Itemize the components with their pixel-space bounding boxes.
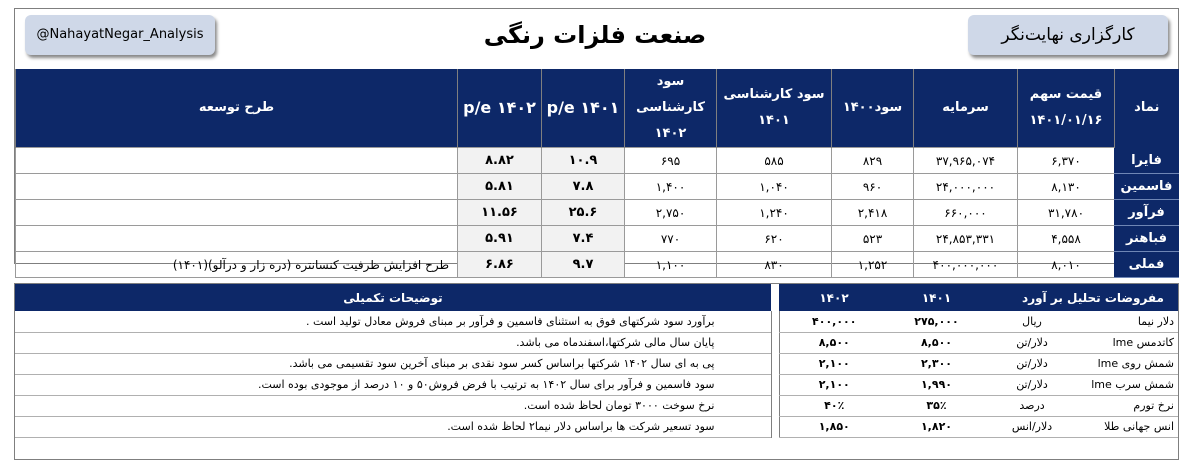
assumption-row: [15, 395, 1178, 416]
assumption-label: شمش روی lme: [1080, 353, 1178, 374]
assumption-label: انس جهانی طلا: [1080, 416, 1178, 437]
assumption-unit: دلار/تن: [984, 332, 1080, 353]
pe1402-cell: ۱۱.۵۶: [458, 200, 542, 226]
table-row: [16, 148, 1179, 174]
eps1401-cell: ۶۲۰: [717, 226, 832, 252]
note-text: پایان سال مالی شرکتها،اسفندماه می باشد.: [15, 332, 771, 353]
assumption-unit: دلار/تن: [984, 353, 1080, 374]
eps1401-cell: ۵۸۵: [717, 148, 832, 174]
table-row: [16, 226, 1179, 252]
plan-cell: [16, 148, 458, 174]
gap-cell: [771, 395, 779, 416]
capital-cell: ۶۶۰,۰۰۰: [914, 200, 1018, 226]
col-1402-header: ۱۴۰۲: [779, 284, 889, 311]
eps1400-cell: ۵۲۳: [832, 226, 914, 252]
col-header: سود کارشناسی ۱۴۰۲: [625, 69, 717, 148]
assumption-row: [15, 332, 1178, 353]
table-row: [16, 174, 1179, 200]
assumption-1401: ۲,۳۰۰: [889, 353, 984, 374]
capital-cell: ۲۴,۰۰۰,۰۰۰: [914, 174, 1018, 200]
assumption-unit: درصد: [984, 395, 1080, 416]
assumption-1402: ۸,۵۰۰: [779, 332, 889, 353]
assumptions-header-row: [15, 284, 1178, 311]
col-1401-header: ۱۴۰۱: [889, 284, 984, 311]
pe1401-cell: ۲۵.۶: [542, 200, 625, 226]
col-header: طرح توسعه: [16, 69, 458, 148]
assumption-1402: ۱,۸۵۰: [779, 416, 889, 437]
eps1401-cell: ۸۳۰: [717, 252, 832, 278]
pe1401-cell: ۷.۴: [542, 226, 625, 252]
note-text: نرخ سوخت ۳۰۰۰ تومان لحاظ شده است.: [15, 395, 771, 416]
assumption-label: کاتدمس lme: [1080, 332, 1178, 353]
eps1400-cell: ۸۲۹: [832, 148, 914, 174]
notes-title: توضیحات تکمیلی: [15, 284, 771, 311]
pe1402-cell: ۵.۸۱: [458, 174, 542, 200]
assumption-1401: ۱,۸۲۰: [889, 416, 984, 437]
eps1402-cell: ۱,۱۰۰: [625, 252, 717, 278]
assumption-label: شمش سرب lme: [1080, 374, 1178, 395]
col-header: p/e ۱۴۰۱: [542, 69, 625, 148]
gap-cell: [771, 416, 779, 437]
companies-panel: [14, 8, 1179, 272]
assumption-row: [15, 311, 1178, 332]
capital-cell: ۴۰۰,۰۰۰,۰۰۰: [914, 252, 1018, 278]
plan-cell: [16, 174, 458, 200]
note-text: سود تسعیر شرکت ها براساس دلار نیما۲ لحاظ شده است.: [15, 416, 771, 437]
symbol-cell: فباهنر: [1115, 226, 1179, 252]
assumption-label: دلار نیما: [1080, 311, 1178, 332]
assumptions-panel: [14, 283, 1179, 460]
col-header: نماد: [1115, 69, 1179, 148]
plan-cell: [16, 200, 458, 226]
header: [15, 9, 1178, 69]
assumption-1402: ۲,۱۰۰: [779, 353, 889, 374]
eps1402-cell: ۷۷۰: [625, 226, 717, 252]
assumption-unit: دلار/انس: [984, 416, 1080, 437]
assumption-1402: ۴۰٪: [779, 395, 889, 416]
page-title: صنعت فلزات رنگی: [483, 21, 707, 49]
eps1402-cell: ۶۹۵: [625, 148, 717, 174]
assumption-row: [15, 416, 1178, 437]
col-header: سرمایه: [914, 69, 1018, 148]
pe1401-cell: ۱۰.۹: [542, 148, 625, 174]
assumptions-table: [15, 284, 1178, 438]
note-text: پی به ای سال ۱۴۰۲ شرکتها براساس کسر سود نقدی بر مبنای آخرین سود تقسیمی می باشد.: [15, 353, 771, 374]
eps1402-cell: ۱,۴۰۰: [625, 174, 717, 200]
capital-cell: ۳۷,۹۶۵,۰۷۴: [914, 148, 1018, 174]
note-text: برآورد سود شرکتهای فوق به استثنای فاسمین و فرآور بر مبنای فروش معادل تولید است .: [15, 311, 771, 332]
assumption-row: [15, 353, 1178, 374]
gap-cell: [771, 353, 779, 374]
price-cell: ۶,۳۷۰: [1018, 148, 1115, 174]
symbol-cell: فایرا: [1115, 148, 1179, 174]
pe1402-cell: ۵.۹۱: [458, 226, 542, 252]
pe1402-cell: ۶.۸۶: [458, 252, 542, 278]
col-header: p/e ۱۴۰۲: [458, 69, 542, 148]
plan-cell: طرح افزایش ظرفیت کنسانتره (دره زار و درآلو)(۱۴۰۱): [16, 252, 458, 278]
price-cell: ۴,۵۵۸: [1018, 226, 1115, 252]
col-header: قیمت سهم ۱۴۰۱/۰۱/۱۶: [1018, 69, 1115, 148]
broker-box: کارگزاری نهایت‌نگر: [968, 15, 1168, 55]
assumptions-title: مفروضات تحلیل بر آورد: [984, 284, 1178, 311]
assumption-1401: ۸,۵۰۰: [889, 332, 984, 353]
pe1401-cell: ۹.۷: [542, 252, 625, 278]
assumption-1402: ۴۰۰,۰۰۰: [779, 311, 889, 332]
symbol-cell: فاسمین: [1115, 174, 1179, 200]
pe1402-cell: ۸.۸۲: [458, 148, 542, 174]
gap-cell: [771, 284, 779, 311]
symbol-cell: فملی: [1115, 252, 1179, 278]
assumption-unit: دلار/تن: [984, 374, 1080, 395]
price-cell: ۸,۰۱۰: [1018, 252, 1115, 278]
col-header: سود۱۴۰۰: [832, 69, 914, 148]
assumption-label: نرخ تورم: [1080, 395, 1178, 416]
col-header: سود کارشناسی ۱۴۰۱: [717, 69, 832, 148]
table-row: [16, 200, 1179, 226]
price-cell: ۳۱,۷۸۰: [1018, 200, 1115, 226]
table-header-row: [16, 69, 1179, 148]
handle-box: @NahayatNegar_Analysis: [25, 15, 215, 55]
eps1400-cell: ۱,۲۵۲: [832, 252, 914, 278]
gap-cell: [771, 374, 779, 395]
assumption-row: [15, 374, 1178, 395]
price-cell: ۸,۱۳۰: [1018, 174, 1115, 200]
assumption-1401: ۱,۹۹۰: [889, 374, 984, 395]
eps1402-cell: ۲,۷۵۰: [625, 200, 717, 226]
symbol-cell: فرآور: [1115, 200, 1179, 226]
plan-cell: [16, 226, 458, 252]
table-row: [16, 252, 1179, 278]
eps1401-cell: ۱,۲۴۰: [717, 200, 832, 226]
gap-cell: [771, 311, 779, 332]
companies-table: [15, 69, 1179, 278]
eps1400-cell: ۹۶۰: [832, 174, 914, 200]
assumption-unit: ریال: [984, 311, 1080, 332]
capital-cell: ۲۴,۸۵۳,۳۳۱: [914, 226, 1018, 252]
note-text: سود فاسمین و فرآور برای سال ۱۴۰۲ به ترتیب با فرض فروش۵۰ و ۱۰ درصد از موجودی بوده است.: [15, 374, 771, 395]
gap-cell: [771, 332, 779, 353]
assumption-1401: ۲۷۵,۰۰۰: [889, 311, 984, 332]
assumption-1401: ۳۵٪: [889, 395, 984, 416]
assumption-1402: ۲,۱۰۰: [779, 374, 889, 395]
eps1400-cell: ۲,۴۱۸: [832, 200, 914, 226]
eps1401-cell: ۱,۰۴۰: [717, 174, 832, 200]
pe1401-cell: ۷.۸: [542, 174, 625, 200]
